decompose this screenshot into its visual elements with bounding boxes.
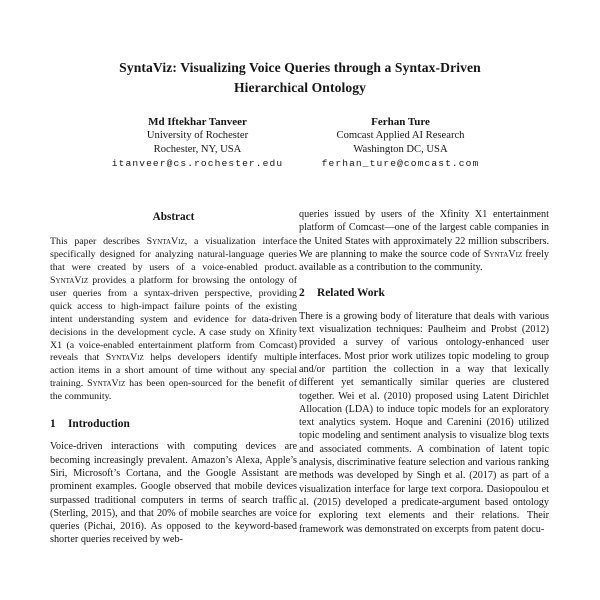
paper-title-line1: SyntaViz: Visualizing Voice Queries through a Syntax-Driven (119, 60, 481, 75)
abstract-text: This paper describes SyntaViz, a visualization interface specifically designed for analyzing natural-language queries that were created by users of a voice-enabled product. SyntaViz provides a platform for browsing the ontology of user queries from a syntax-driven perspective, providing quick access to high-impact failure points of the existing intent understanding system and evidence for data-driven decisions in the development cycle. A case study on Xfinity X1 (a voice-enabled entertainment platform from Comcast) reveals that SyntaViz helps developers identify multiple action items in a short amount of time without any special training. SyntaViz has been open-sourced for the benefit of the community. (50, 236, 297, 403)
introduction-paragraph: Voice-driven interactions with computing devices are becoming increasingly prevalent. Amazon’s Alexa, Apple’s Siri, Microsoft’s Cortana, and the Google Assistant are prominent examples. Google observed that mobile devices surpassed traditional computers in terms of search traffic (Sterling, 2015), and that 20% of mobile searches are voice queries (Pichai, 2016). As opposed to the keyword-based shorter queries received by web- (50, 441, 297, 546)
author-block-ture (288, 115, 513, 171)
abstract-heading: Abstract (152, 211, 195, 223)
section-title: Related Work (317, 287, 385, 300)
author-location: Rochester, NY, USA (153, 143, 242, 155)
author-affiliation: Comcast Applied AI Research (336, 130, 465, 141)
author-name: Ferhan Ture (371, 116, 430, 128)
related-work-paragraph: There is a growing body of literature that deals with various text visualization techniques: Paulheim and Probst (2012) provided a survey of various ontology-enhanced user interfaces. Most prior work utilizes topic modeling to group and/or partition the collection in a way that lexically different yet semantically similar queries are clustered together. Wei et al. (2010) proposed using Latent Dirichlet Allocation (LDA) to induce topic models for an exploratory text analytics system. Hoque and Carenini (2016) utilized topic modeling and sentiment analysis to visualize blog texts and associated comments. A combination of latent topic analysis, discriminative feature selection and various ranking methods was developed by Singh et al. (2017) as part of a visualization interface for large text corpora. Dasiopoulou et al. (2015) developed a predicate-argument based ontology for exploring text elements and their relations. Their framework was demonstrated on excerpts from patent docu- (299, 310, 549, 535)
author-affiliation: University of Rochester (146, 130, 249, 141)
paper-title-line2: Hierarchical Ontology (233, 80, 367, 95)
author-email: itanveer@cs.rochester.edu (111, 158, 284, 169)
author-email: ferhan_ture@comcast.com (321, 158, 480, 169)
right-column (299, 208, 549, 536)
author-location: Washington DC, USA (353, 143, 448, 155)
section-number: 1 (50, 418, 56, 431)
author-block-tanveer (85, 115, 310, 171)
section-title: Introduction (68, 418, 130, 431)
right-column-paragraph: queries issued by users of the Xfinity X1 entertainment platform of Comcast—one of the largest cable companies in the United States with approximately 22 million subscribers. We are planning to make the source code of SyntaViz freely available as a contribution to the community. (299, 209, 549, 274)
section-heading-introduction (50, 418, 297, 431)
section-heading-related-work (299, 287, 549, 300)
left-column (50, 211, 297, 547)
paper-title (30, 58, 570, 98)
author-name: Md Iftekhar Tanveer (148, 116, 247, 128)
section-number: 2 (299, 287, 305, 300)
